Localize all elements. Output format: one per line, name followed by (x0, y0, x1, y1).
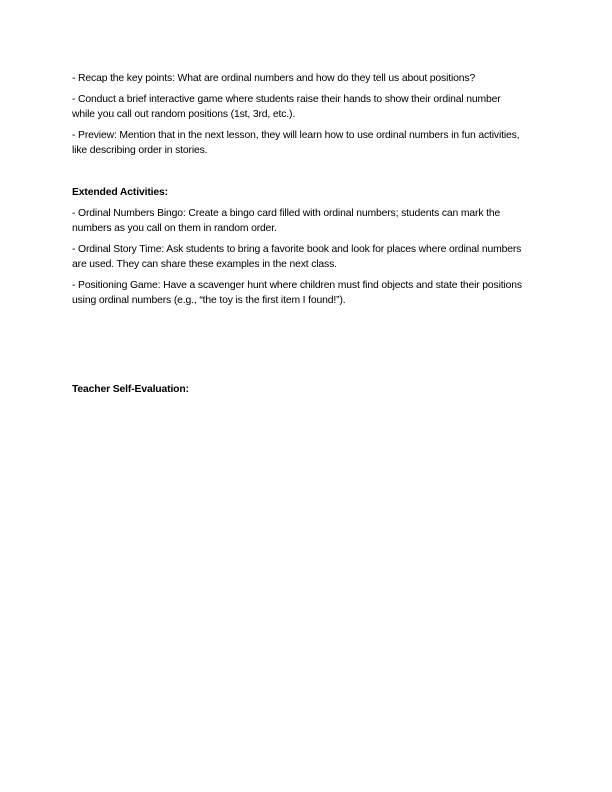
recap-paragraph: - Recap the key points: What are ordinal numbers and how do they tell us about positions? (72, 73, 476, 84)
extended-activities-heading: Extended Activities: (72, 187, 168, 198)
story-time-paragraph: - Ordinal Story Time: Ask students to bring a favorite book and look for places where ordinal numbers are used. They can share these examples in the next class. (72, 244, 522, 270)
self-evaluation-section (72, 382, 524, 397)
game-paragraph: - Conduct a brief interactive game where students raise their hands to show their ordinal number while you call out random positions (1st, 3rd, etc.). (72, 94, 501, 120)
closing-section (72, 71, 524, 158)
spacer (72, 164, 524, 185)
spacer (72, 314, 524, 382)
self-evaluation-heading: Teacher Self-Evaluation: (72, 384, 189, 395)
preview-paragraph: - Preview: Mention that in the next lesson, they will learn how to use ordinal numbers in fun activities, like describing order in stories. (72, 130, 520, 156)
extended-activities-section (72, 185, 524, 308)
positioning-game-paragraph: - Positioning Game: Have a scavenger hunt where children must find objects and state their positions using ordinal numbers (e.g., “the toy is the first item I found!”). (72, 280, 522, 306)
bingo-paragraph: - Ordinal Numbers Bingo: Create a bingo card filled with ordinal numbers; students can mark the numbers as you call on them in random order. (72, 208, 501, 234)
